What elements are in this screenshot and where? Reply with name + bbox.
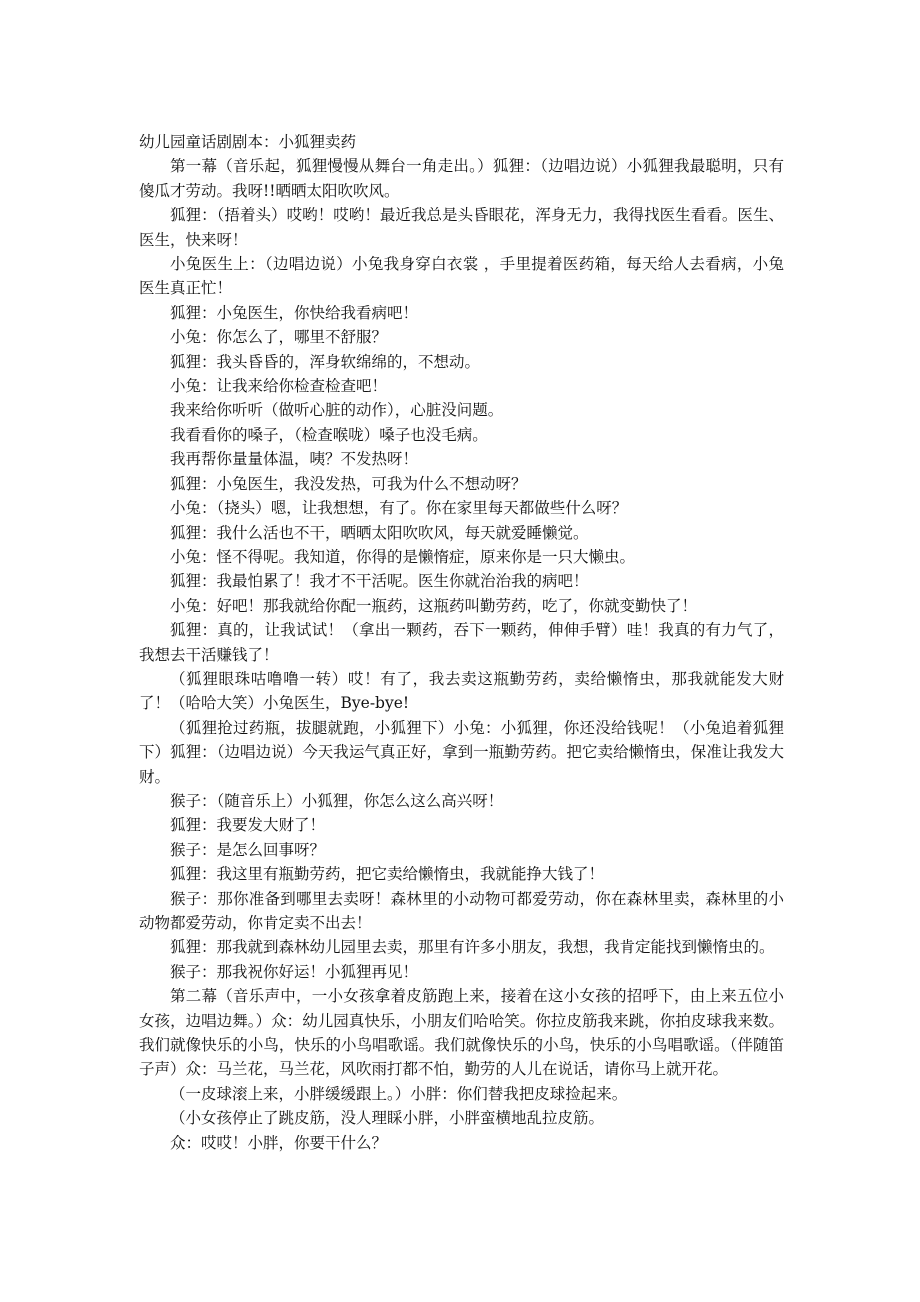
paragraph: 狐狸：我要发大财了！ [170,816,326,835]
paragraph: （狐狸眼珠咕噜噜一转）哎！有了，我去卖这瓶勤劳药，卖给懒惰虫，那我就能发大财了！（哈哈大笑）小兔医生，Bye-bye! [139,669,784,713]
paragraph: 狐狸：（捂着头）哎哟！哎哟！最近我总是头昏眼花，浑身无力，我得找医生看看。医生、医生，快来呀！ [139,206,784,249]
paragraph: 第二幕（音乐声中，一小女孩拿着皮筋跑上来，接着在这小女孩的招呼下，由上来五位小女孩，边唱边舞。）众：幼儿园真快乐，小朋友们哈哈笑。你拉皮筋我来跳，你拍皮球我来数。我们就像快乐的小鸟，快乐的小鸟唱歌谣。我们就像快乐的小鸟，快乐的小鸟唱歌谣。（伴随笛子声）众：马兰花，马兰花，风吹雨打都不怕，勤劳的人儿在说话，请你马上就开花。 [139,987,784,1079]
paragraph: 第一幕（音乐起，狐狸慢慢从舞台一角走出。）狐狸：（边唱边说）小狐狸我最聪明，只有傻瓜才劳动。我呀!!晒晒太阳吹吹风。 [139,157,784,200]
paragraph: 小兔：（挠头）嗯，让我想想，有了。你在家里每天都做些什么呀？ [170,499,628,518]
paragraph: 小兔：怪不得呢。我知道，你得的是懒惰症，原来你是一只大懒虫。 [170,547,636,566]
paragraph: 小兔：让我来给你检查检查吧！ [170,377,388,396]
paragraph: 猴子：（随音乐上）小狐狸，你怎么这么高兴呀！ [170,791,504,810]
paragraph: 狐狸：小兔医生，你快给我看病吧！ [170,303,419,322]
paragraph: 小兔：你怎么了，哪里不舒服？ [170,328,388,347]
paragraph: 小兔：好吧！那我就给你配一瓶药，这瓶药叫勤劳药，吃了，你就变勤快了！ [170,596,698,615]
paragraph: （狐狸抢过药瓶，拔腿就跑，小狐狸下）小兔：小狐狸，你还没给钱呢！（小兔追着狐狸下）狐狸：（边唱边说）今天我运气真正好，拿到一瓶勤劳药。把它卖给懒惰虫，保准让我发大财。 [139,718,784,786]
paragraph: 众：哎哎！小胖，你要干什么？ [170,1133,388,1152]
paragraph: （一皮球滚上来，小胖缓缓跟上。）小胖：你们替我把皮球捡起来。 [170,1084,628,1103]
paragraph: 狐狸：我这里有瓶勤劳药，把它卖给懒惰虫，我就能挣大钱了！ [170,865,605,884]
paragraph: 我再帮你量量体温，咦？不发热呀！ [170,450,419,469]
paragraph: 狐狸：那我就到森林幼儿园里去卖，那里有许多小朋友，我想，我肯定能找到懒惰虫的。 [170,938,775,957]
paragraph: 狐狸：真的，让我试试！（拿出一颗药，吞下一颗药，伸伸手臂）哇！我真的有力气了，我想去干活赚钱了！ [139,621,784,664]
paragraph: 猴子：那我祝你好运！小狐狸再见！ [170,962,419,981]
paragraph: 我来给你听听（做听心脏的动作），心脏没问题。 [170,401,504,420]
paragraph: 小兔医生上：（边唱边说）小兔我身穿白衣裳 ，手里提着医药箱，每天给人去看病，小兔医生真正忙！ [139,255,784,298]
paragraph: 我看看你的嗓子，（检查喉咙）嗓子也没毛病。 [170,425,488,444]
script-body [139,130,784,1155]
document-title: 幼儿园童话剧剧本：小狐狸卖药 [139,133,357,151]
paragraph: 狐狸：我头昏昏的，浑身软绵绵的，不想动。 [170,352,481,371]
paragraph: 猴子：那你准备到哪里去卖呀！森林里的小动物可都爱劳动，你在森林里卖，森林里的小动物都爱劳动，你肯定卖不出去！ [139,889,784,932]
paragraph: 狐狸：我什么活也不干，晒晒太阳吹吹风，每天就爱睡懒觉。 [170,523,589,542]
paragraph: （小女孩停止了跳皮筋，没人理睬小胖，小胖蛮横地乱拉皮筋。 [170,1109,605,1128]
paragraph: 狐狸：小兔医生，我没发热，可我为什么不想动呀？ [170,474,527,493]
paragraph: 狐狸：我最怕累了！我才不干活呢。医生你就治治我的病吧！ [170,572,589,591]
paragraph: 猴子：是怎么回事呀？ [170,840,326,859]
